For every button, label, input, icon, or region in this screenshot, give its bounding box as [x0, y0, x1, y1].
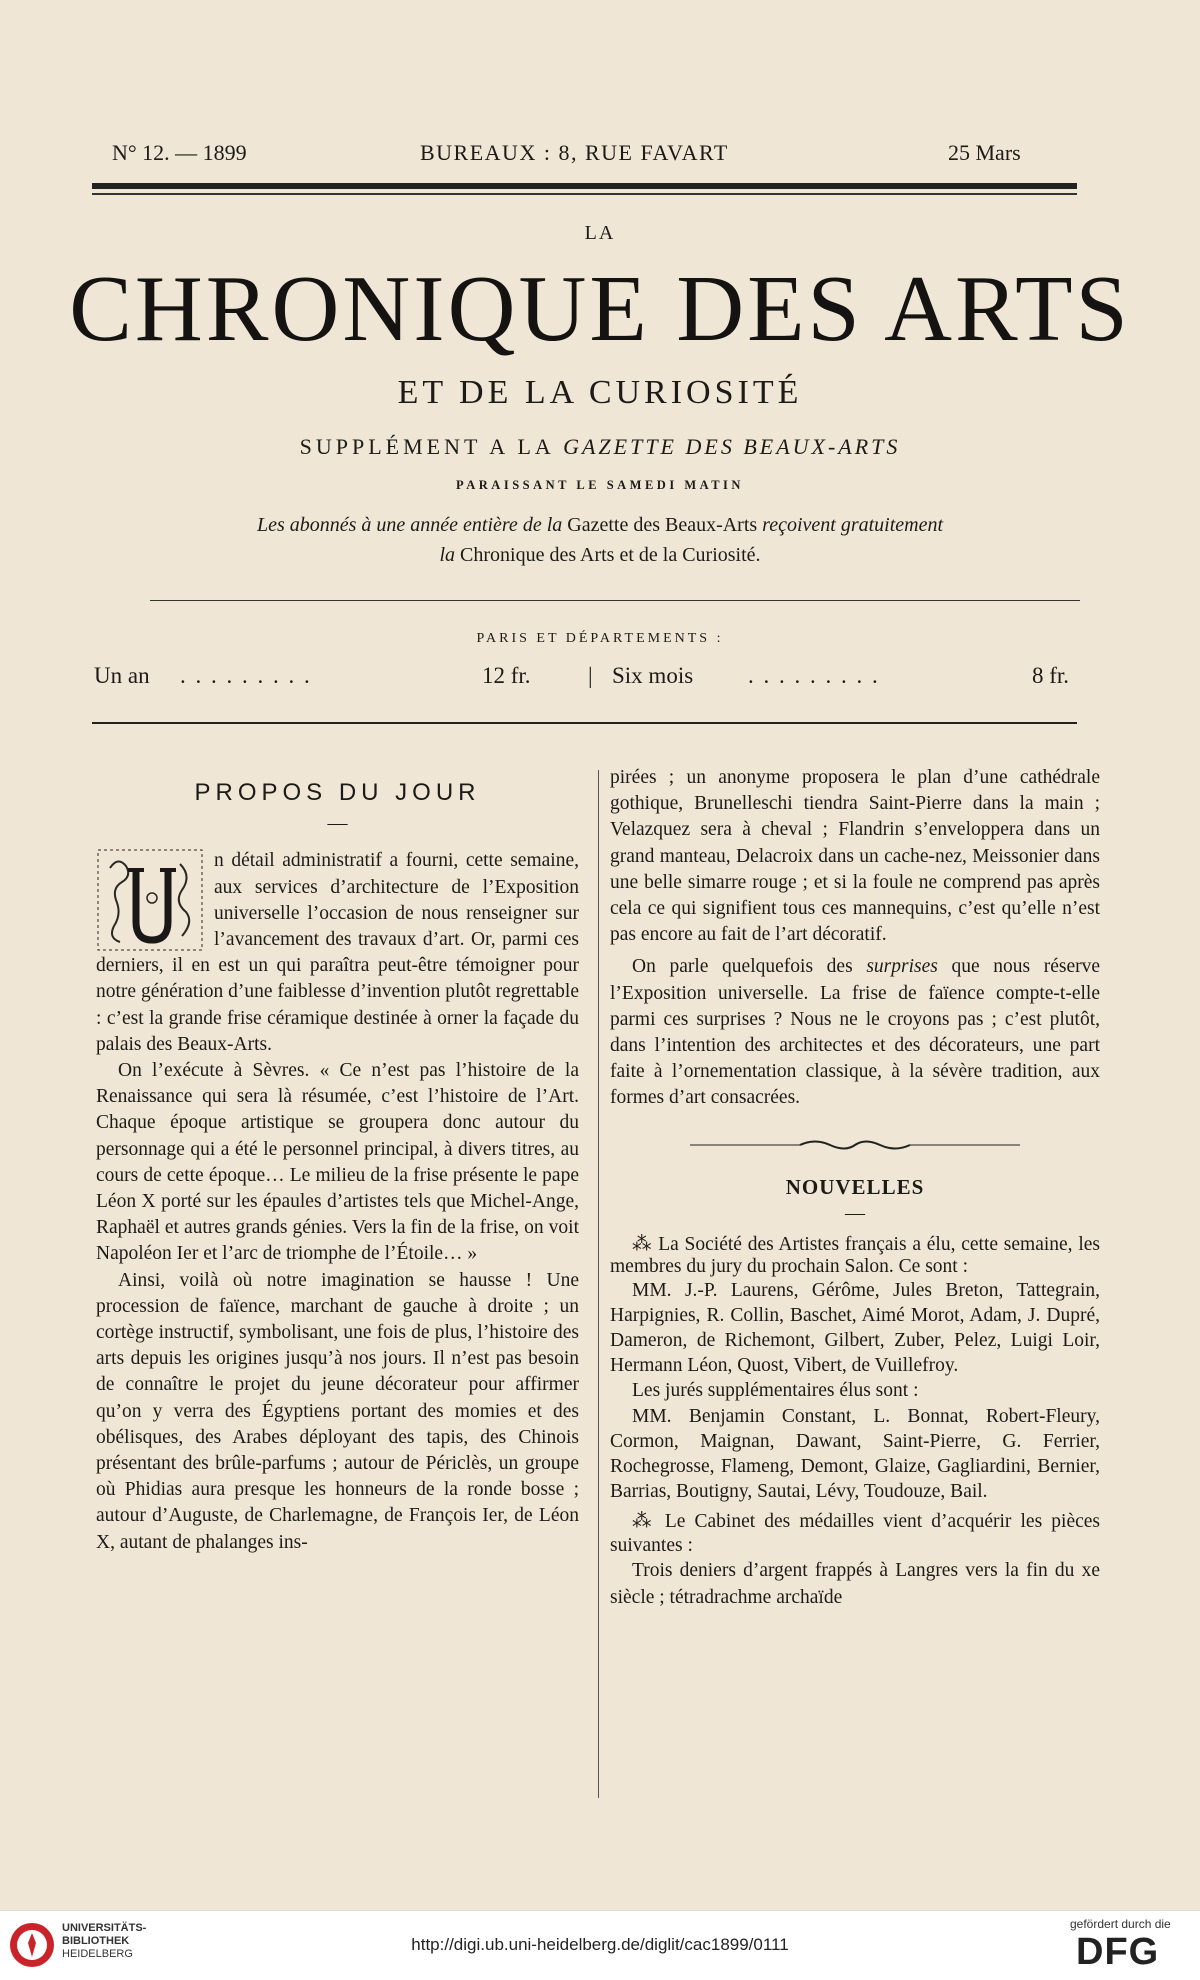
subscriber-notice — [0, 510, 1200, 570]
propos-heading: PROPOS DU JOUR — [194, 779, 481, 806]
footer-bar — [0, 1910, 1200, 1980]
jury-supplementary-members: MM. Benjamin Constant, L. Bonnat, Robert-Fleury, Cormon, Maignan, Dawant, Saint-Pierre, G. Ferrier, Rochegrosse, Flameng, Demont, Glaize, Gagliardini, Bernier, Barrias, Boutigny, Sautai, Lévy, Toudouze, Bail. — [610, 1406, 1100, 1503]
header-rule-thin — [92, 193, 1077, 195]
year-dots: . . . . . . . . . — [180, 663, 312, 688]
subscription-rule — [92, 722, 1077, 724]
jury-members: MM. J.-P. Laurens, Gérôme, Jules Breton, Tattegrain, Harpignies, R. Collin, Baschet, Aimé Morot, Adam, J. Dupré, Dameron, de Richemont, Gilbert, Zuber, Pelez, Luigi Loir, Hermann Léon, Quost, Vibert, de Vuillefroy. — [610, 1280, 1100, 1377]
jury-supplementary-intro: Les jurés supplémentaires élus sont : — [632, 1380, 919, 1402]
medailles-deniers: Trois deniers d’argent frappés à Langres vers la fin du xe siècle ; tétradrachme archaïde — [610, 1560, 1100, 1608]
masthead-subtitle: ET DE LA CURIOSITÉ — [397, 374, 803, 411]
propos-paragraph-1: n détail administratif a fourni, cette semaine, aux services d’architecture de l’Exposition universelle l’occasion de nous renseigner sur l’avancement des travaux d’art. Or, parmi ces derniers, il en est un qui paraîtra peut-être témoigner pour notre génération d’une faiblesse d’invention plutôt regrettable : c’est la grande frise céramique destinée à orner la façade du palais des Beaux-Arts. — [96, 850, 579, 1055]
notice-part-b: Gazette des Beaux-Arts — [567, 514, 758, 536]
nouvelles-dash: — — [845, 1202, 865, 1225]
dropcap-ornament-icon — [96, 848, 204, 952]
nouvelles-heading: NOUVELLES — [785, 1174, 925, 1199]
masthead-supplement — [0, 434, 1200, 460]
masthead-rule — [150, 600, 1080, 601]
six-months-price: 8 fr. — [1032, 663, 1070, 688]
notice-part-e: Chronique des Arts et de la Curiosité. — [460, 544, 761, 566]
price-separator: | — [588, 663, 593, 688]
asterism-icon: ⁂ — [632, 1234, 653, 1256]
year-price: 12 fr. — [482, 663, 531, 688]
propos-paragraph-2: On l’exécute à Sèvres. « Ce n’est pas l’histoire de la Renaissance qui sera là résumée, c’est l’histoire de l’Art. Chaque époque artistique se groupera donc autour du personnage qui a été le personnel principal, à divers titres, au cours de cette époque… Le milieu de la frise présente le pape Léon X porté sur les épaules d’artistes tels que Michel-Ange, Raphaël et autres grands génies. Vers la fin de la frise, on voit Napoléon Ier et l’arc de triomphe de l’Étoile… » — [96, 1060, 579, 1265]
notice-part-c: reçoivent gratuitement — [762, 514, 944, 536]
ornamental-dropcap — [96, 848, 204, 952]
surprises-text-b: que nous réserve l’Exposition universelle. La frise de faïence compte-t-elle parmi ces surprises ? Nous ne le croyons pas ; c’est plutôt, dans l’intention des architectes et des décorateurs, une part faite à l’ornementation classique, à la sévère tradition, aux formes d’art consacrées. — [610, 956, 1101, 1109]
propos-continuation: pirées ; un anonyme proposera le plan d’une cathédrale gothique, Brunelleschi tiendra Saint-Pierre dans la main ; Velazquez sera à cheval ; Flandrin s’enveloppera dans un grand manteau, Delacroix dans un cache-nez, Meissonier dans une belle simarre rouge ; et si la foule ne comprend pas après cela ce qui signifient tous ces mannequins, c’est qu’elle n’est pas encore au fait de l’art décoratif. — [610, 767, 1100, 946]
nouvelle-jury-text: La Société des Artistes français a élu, cette semaine, les membres du jury du prochain Salon. Ce sont : — [610, 1234, 1100, 1278]
library-line-2: BIBLIOTHEK — [62, 1935, 130, 1947]
masthead-frequency: PARAISSANT LE SAMEDI MATIN — [456, 478, 744, 492]
header-rule — [92, 183, 1077, 189]
year-label: Un an — [94, 663, 150, 688]
six-months-dots: . . . . . . . . . — [748, 663, 880, 688]
section-ornament — [610, 1134, 1100, 1160]
masthead-title: CHRONIQUE DES ARTS — [69, 257, 1131, 361]
right-column — [610, 765, 1100, 1611]
notice-part-a: Les abonnés à une année entière de la — [256, 514, 563, 536]
notice-part-d: la — [439, 544, 456, 566]
funding-note: gefördert durch die — [1070, 1917, 1171, 1931]
permalink-url[interactable]: http://digi.ub.uni-heidelberg.de/diglit/cac1899/0111 — [411, 1935, 789, 1954]
supplement-prefix: SUPPLÉMENT A LA — [299, 434, 554, 459]
issue-number: N° 12. — 1899 — [112, 140, 247, 165]
supplement-journal: GAZETTE DES BEAUX-ARTS — [563, 434, 901, 459]
propos-surprises-paragraph — [610, 954, 1100, 1111]
surprises-emphasis: surprises — [866, 956, 938, 978]
propos-paragraph-3: Ainsi, voilà où notre imagination se hausse ! Une procession de faïence, marchant de gauche à droite ; un cortège instructif, symbolisant, une fois de plus, l’histoire des arts depuis les origines jusqu’à nos jours. Il n’est pas besoin de connaître le projet du jeune décorateur pour affirmer qu’on y verra des Égyptiens portant des momies et des obélisques, des Arabes déployant des tapis, des Chinois présentant des brûle-parfums ; autour de Périclès, un groupe où Phidias aura presque les honneurs de la ronde bosse ; autour d’Auguste, de Charlemagne, de François Ier, de Léon X, autant de phalanges ins- — [96, 1269, 579, 1553]
left-column — [96, 780, 579, 1556]
nouvelle-medailles — [610, 1510, 1100, 1558]
six-months-label: Six mois — [612, 663, 694, 688]
nouvelle-jury — [610, 1234, 1100, 1278]
masthead-article: LA — [584, 222, 616, 244]
library-line-1: UNIVERSITÄTS- — [62, 1922, 147, 1934]
library-line-3: HEIDELBERG — [62, 1948, 133, 1960]
nouvelle-medailles-text: Le Cabinet des médailles vient d’acquérir les pièces suivantes : — [610, 1511, 1100, 1557]
dfg-logo: DFG — [1076, 1931, 1160, 1973]
surprises-text-a: On parle quelquefois des — [632, 956, 853, 978]
flourish-ornament-icon — [690, 1138, 1020, 1152]
asterism-icon-2: ⁂ — [632, 1511, 656, 1533]
column-divider — [598, 770, 599, 1798]
propos-dash: — — [327, 812, 348, 835]
issue-date: 25 Mars — [948, 140, 1021, 165]
bureaux-address: BUREAUX : 8, RUE FAVART — [420, 140, 729, 165]
subscription-heading: PARIS ET DÉPARTEMENTS : — [476, 631, 724, 646]
